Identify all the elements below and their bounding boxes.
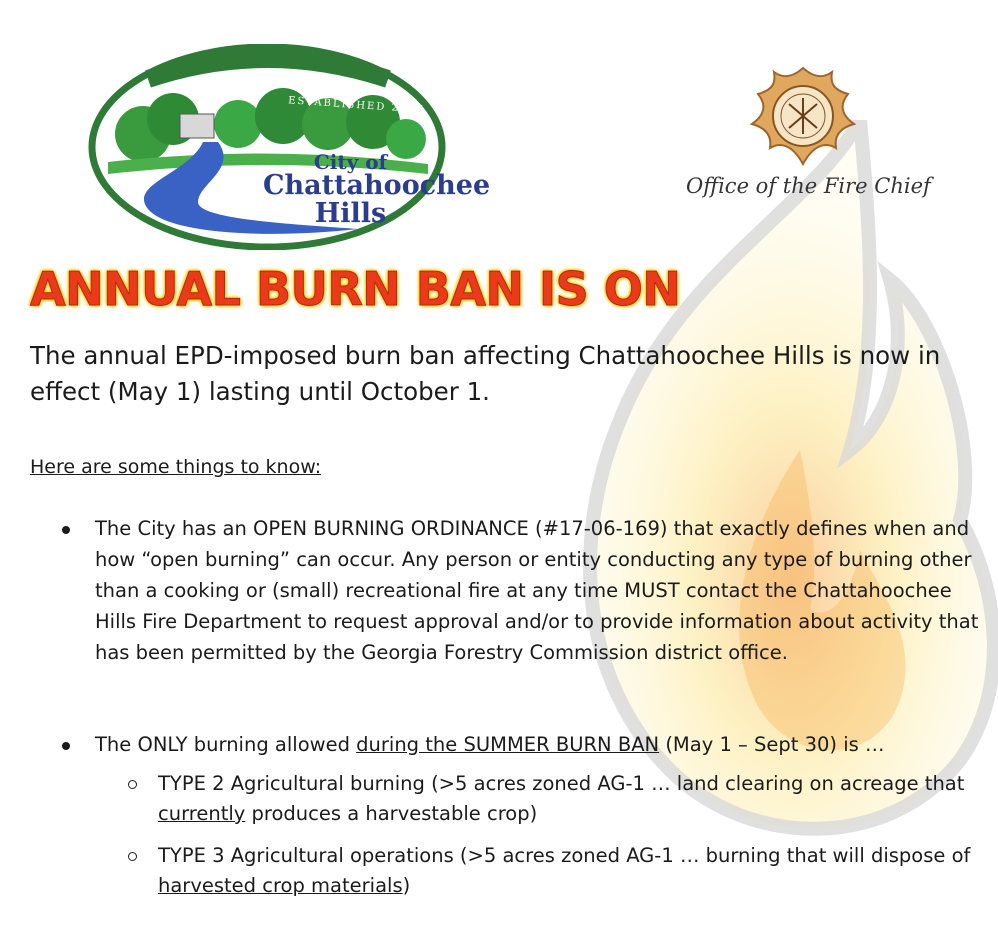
list-item (62, 729, 987, 760)
text-segment: TYPE 3 Agricultural operations (>5 acres zoned AG-1 … burning that will dispose of (158, 844, 971, 867)
list-item-text: The City has an OPEN BURNING ORDINANCE (#17-06-169) that exactly defines when and how “open burning” can occur. Any person or entity conducting any type of burning other than a cooking or (small) recreational fire at any time MUST contact the Chattahoochee Hills Fire Department to request approval and/or to provide information about activity that has been permitted by the Georgia Forestry Commission district office. (95, 517, 979, 664)
page-title: ANNUAL BURN BAN IS ON (30, 262, 681, 316)
sub-list-item (128, 769, 988, 829)
section-subheading: Here are some things to know: (30, 456, 322, 478)
text-segment: produces a harvestable crop) (245, 802, 538, 825)
sub-list-item (128, 841, 988, 901)
fire-chief-office-text: Office of the Fire Chief (686, 174, 931, 198)
city-name-text: Chattahoochee (263, 170, 491, 202)
bullet-icon (62, 526, 70, 534)
text-segment: (May 1 – Sept 30) is … (659, 733, 885, 756)
city-logo (88, 44, 491, 250)
underlined-text: harvested crop materials (158, 874, 403, 897)
text-segment: The ONLY burning allowed (95, 733, 357, 756)
hollow-bullet-icon (128, 780, 137, 789)
city-hills-text: Hills (314, 197, 387, 229)
city-of-text: City of (313, 150, 388, 174)
list-item-text (95, 729, 987, 760)
maltese-cross-badge-icon (744, 64, 862, 170)
bullet-icon (62, 742, 70, 750)
sub-list-item-text (158, 769, 988, 829)
text-segment: TYPE 2 Agricultural burning (>5 acres zoned AG-1 … land clearing on acreage that (158, 772, 965, 795)
underlined-text: during the SUMMER BURN BAN (356, 733, 660, 756)
underlined-text: currently (158, 802, 246, 825)
list-item (62, 513, 987, 668)
established-text: ESTABLISHED 2007 (287, 95, 426, 116)
hollow-bullet-icon (128, 852, 137, 861)
city-name-block (263, 150, 491, 229)
intro-paragraph: The annual EPD-imposed burn ban affecting Chattahoochee Hills is now in effect (May 1) lasting until October 1. (30, 341, 941, 406)
sub-list-item-text (158, 841, 988, 901)
text-segment: ) (402, 874, 411, 897)
